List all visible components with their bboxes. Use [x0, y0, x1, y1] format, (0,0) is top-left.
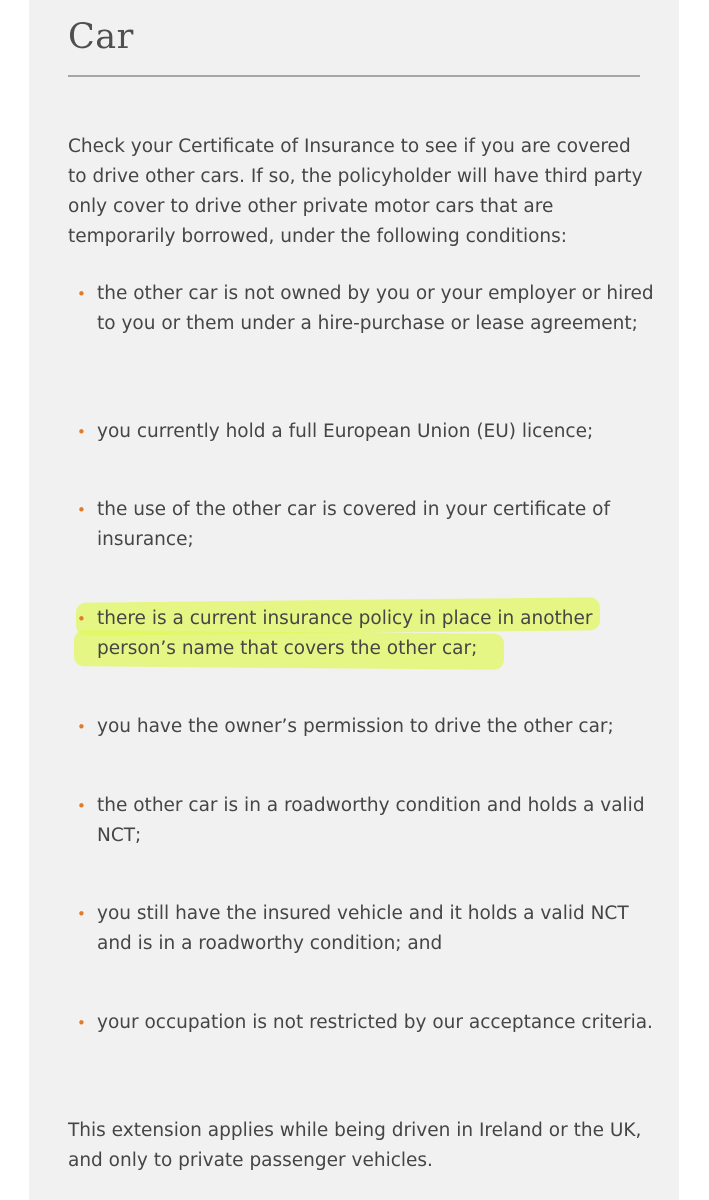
bullet-icon: •	[77, 285, 86, 303]
closing-paragraph: This extension applies while being driven in Ireland or the UK, and only to private passenger vehicles.	[68, 1120, 642, 1171]
condition-text: you currently hold a full European Union (EU) licence;	[97, 421, 594, 442]
condition-item	[77, 1008, 657, 1038]
bullet-icon: •	[77, 797, 86, 815]
condition-text: there is a current insurance policy in place in another person’s name that covers the other car;	[97, 608, 593, 659]
condition-text: your occupation is not restricted by our acceptance criteria.	[97, 1012, 653, 1033]
condition-item	[77, 279, 657, 339]
condition-text: you have the owner’s permission to drive the other car;	[97, 716, 614, 737]
condition-item	[77, 417, 657, 447]
condition-item	[77, 899, 657, 959]
bullet-icon: •	[77, 905, 86, 923]
condition-item	[77, 495, 657, 555]
intro-paragraph: Check your Certificate of Insurance to see if you are covered to drive other cars. If so, the policyholder will have third party only cover to drive other private motor cars that are temporarily borrowed, under the following conditions:	[68, 136, 643, 247]
condition-item	[77, 604, 657, 664]
condition-text: the other car is not owned by you or your employer or hired to you or them under a hire-purchase or lease agreement;	[97, 283, 654, 334]
bullet-icon: •	[77, 1014, 86, 1032]
bullet-icon: •	[77, 610, 86, 628]
bullet-icon: •	[77, 423, 86, 441]
bullet-icon: •	[77, 501, 86, 519]
condition-text: the other car is in a roadworthy condition and holds a valid NCT;	[97, 795, 645, 846]
title-divider	[68, 75, 640, 77]
condition-text: you still have the insured vehicle and it holds a valid NCT and is in a roadworthy condition; and	[97, 903, 629, 954]
page-title: Car	[68, 17, 134, 57]
bullet-icon: •	[77, 718, 86, 736]
condition-item	[77, 712, 657, 742]
condition-item	[77, 791, 657, 851]
condition-text: the use of the other car is covered in your certificate of insurance;	[97, 499, 610, 550]
